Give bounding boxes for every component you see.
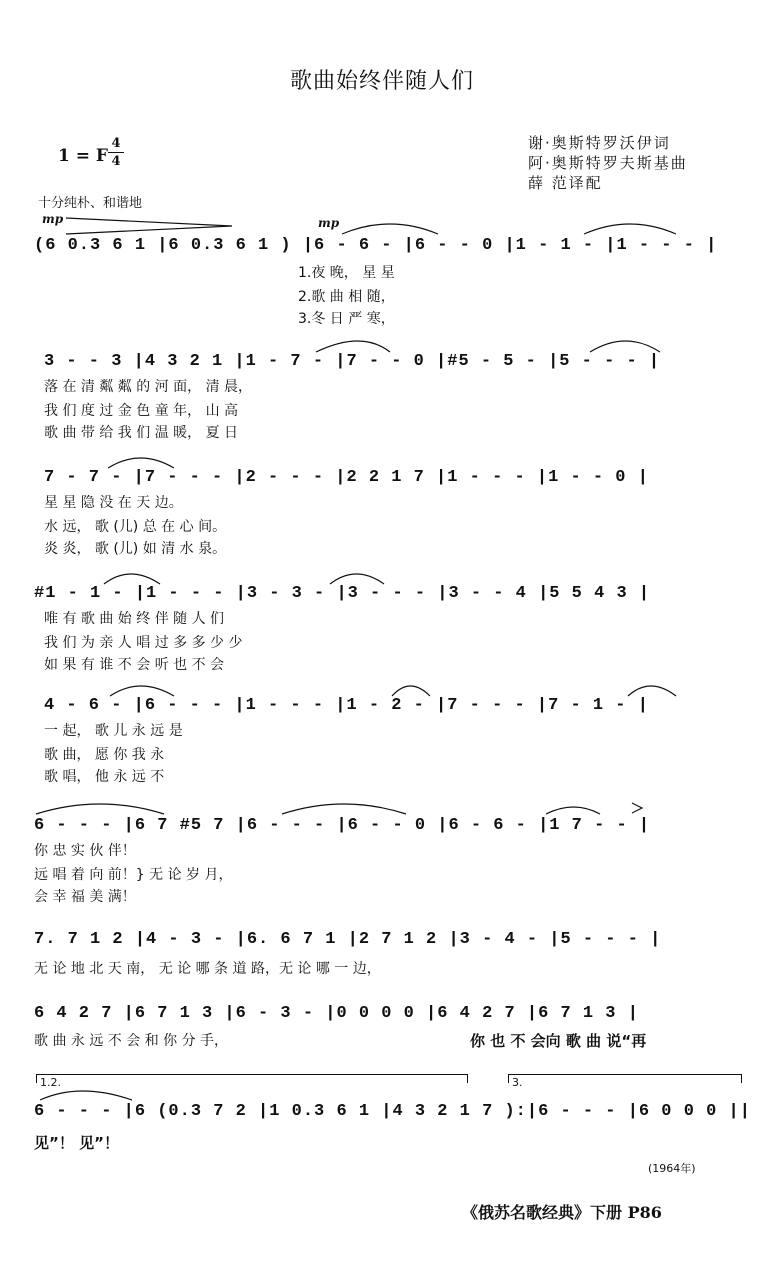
lyric-line: 我 们 度 过 金 色 童 年， 山 高 (44, 403, 239, 419)
lyric-line: 见”！ 见”！ (34, 1134, 119, 1152)
notation-line: 7 - 7 - |7 - - - |2 - - - |2 2 1 7 |1 - - - |1 - - 0 | (44, 468, 649, 487)
lyric-line: 我 们 为 亲 人 唱 过 多 多 少 少 (44, 635, 243, 651)
composer-credit: 阿·奥斯特罗夫斯基曲 (528, 154, 688, 172)
tempo-marking: 十分纯朴、和谐地 (38, 196, 143, 211)
lyric-line: 如 果 有 谁 不 会 听 也 不 会 (44, 657, 225, 673)
dynamic-mark: mp (42, 212, 64, 226)
lyric-line: 炎 炎， 歌 (儿) 如 清 水 泉。 (44, 541, 227, 557)
notation-line: 7. 7 1 2 |4 - 3 - |6. 6 7 1 |2 7 1 2 |3 - 4 - |5 - - - | (34, 930, 662, 949)
song-title: 歌曲始终伴随人们 (289, 69, 474, 94)
lyric-line: 歌 曲， 愿 你 我 永 (44, 747, 165, 763)
lyric-line: 会 幸 福 美 满！ (34, 889, 136, 905)
lyric-line: 2.歌 曲 相 随， (298, 289, 395, 305)
notation-line: 6 4 2 7 |6 7 1 3 |6 - 3 - |0 0 0 0 |6 4 2 7 |6 7 1 3 | (34, 1004, 639, 1023)
lyric-line: 星 星 隐 没 在 天 边。 (44, 495, 183, 511)
lyric-line: 你 忠 实 伙 伴！ (34, 843, 136, 859)
lyric-line: 远 唱 着 向 前！} 无 论 岁 月， (34, 867, 233, 883)
notation-line: #1 - 1 - |1 - - - |3 - 3 - |3 - - - |3 - - 4 |5 5 4 3 | (34, 584, 651, 603)
notation-line: 6 - - - |6 (0.3 7 2 |1 0.3 6 1 |4 3 2 1 7 ):|6 - - - |6 0 0 0 || (34, 1102, 751, 1121)
lyric-line: 歌 唱， 他 永 远 不 (44, 769, 165, 785)
lyric-line: 唯 有 歌 曲 始 终 伴 随 人 们 (44, 611, 225, 627)
third-ending-bracket (508, 1074, 742, 1083)
translator-credit: 薛 范译配 (528, 174, 603, 192)
notation-line: (6 0.3 6 1 |6 0.3 6 1 ) |6 - 6 - |6 - - 0 |1 - 1 - |1 - - - | (34, 236, 718, 255)
third-ending-label: 3. (512, 1076, 523, 1089)
lyric-line: 无 论 地 北 天 南， 无 论 哪 条 道 路，无 论 哪 一 边， (34, 961, 381, 977)
lyric-line: 1.夜 晚， 星 星 (298, 265, 395, 281)
time-signature-bottom: 4 (111, 154, 121, 169)
lyricist-credit: 谢·奥斯特罗沃伊词 (528, 134, 671, 152)
notation-line: 6 - - - |6 7 #5 7 |6 - - - |6 - - 0 |6 - 6 - |1 7 - - | (34, 816, 651, 835)
year-note: (1964年) (648, 1162, 696, 1175)
time-signature-top: 4 (111, 136, 121, 151)
lyric-line: 歌 曲 带 给 我 们 温 暖， 夏 日 (44, 425, 239, 441)
lyric-line: 3.冬 日 严 寒， (298, 311, 395, 327)
source-reference: 《俄苏名歌经典》下册 P86 (462, 1203, 662, 1222)
lyric-line: 落 在 清 粼 粼 的 河 面， 清 晨， (44, 379, 253, 395)
lyric-line: 一 起， 歌 儿 永 远 是 (44, 723, 183, 739)
lyric-line-bold: 你 也 不 会向 歌 曲 说“再 (470, 1032, 647, 1050)
lyric-line: 歌 曲 永 远 不 会 和 你 分 手， (34, 1033, 229, 1049)
key-signature: 1 = F (58, 146, 108, 166)
first-ending-bracket (36, 1074, 468, 1083)
dynamic-mark: mp (318, 216, 340, 230)
first-ending-label: 1.2. (40, 1076, 61, 1089)
notation-line: 3 - - 3 |4 3 2 1 |1 - 7 - |7 - - 0 |#5 - 5 - |5 - - - | (44, 352, 661, 371)
lyric-line: 水 远， 歌 (儿) 总 在 心 间。 (44, 519, 227, 535)
notation-line: 4 - 6 - |6 - - - |1 - - - |1 - 2 - |7 - - - |7 - 1 - | (44, 696, 649, 715)
